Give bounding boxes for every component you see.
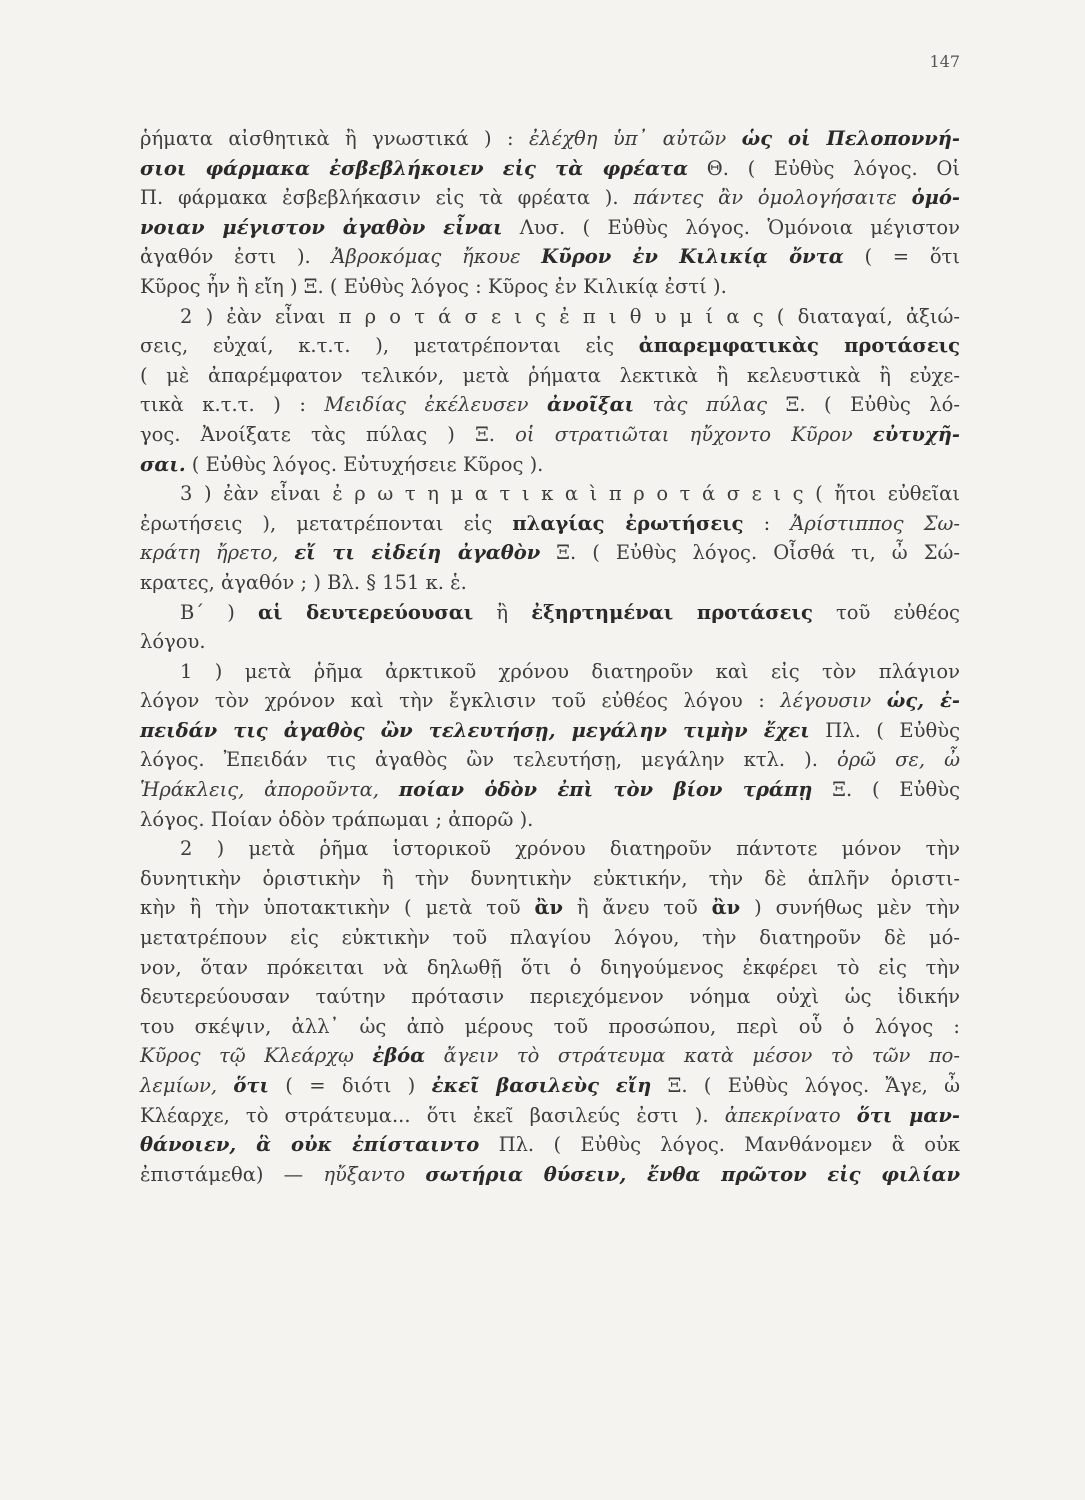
text-run: ( = ὅτι (843, 245, 960, 269)
text-run: ἢ ἄνευ τοῦ (563, 896, 712, 920)
text-run: Πλ. ( Εὐθὺς λόγος. Μανθάνομεν ἃ οὐκ (479, 1133, 960, 1157)
text-line (140, 568, 960, 598)
text-run: Π. φάρμακα ἐσβεβλήκασιν εἰς τὰ φρέατα ). (140, 186, 634, 210)
text-run: κρατες, ἀγαθόν ; ) Βλ. § 151 κ. ἑ. (140, 570, 467, 594)
emphasis-run: ἀπαρεμφατικὰς προτάσεις (638, 334, 960, 358)
text-run: του σκέψιν, ἀλλ᾽ ὡς ἀπὸ μέρους τοῦ προσώπου, περὶ οὗ ὁ λόγος : (140, 1014, 960, 1038)
paragraph-p6 (140, 834, 960, 1189)
text-line (140, 390, 960, 420)
emphasis-run: ἐκεῖ βασιλεὺς εἴη (431, 1074, 652, 1097)
text-run: λόγου. (140, 630, 206, 654)
text-run: ( Εὐθὺς λόγος. Εὐτυχήσειε Κῦρος ). (185, 452, 544, 476)
emphasis-run: Μειδίας ἐκέλευσεν (324, 393, 548, 417)
text-run: Ξ. ( Εὐθὺς λόγος. Ἄγε, ὦ (651, 1074, 960, 1097)
text-run: ῥήματα αἰσθητικὰ ἢ γνωστικά ) : (140, 127, 529, 150)
emphasis-run: Ἀρίστιππος Σω- (790, 511, 960, 535)
text-line (140, 1130, 960, 1160)
text-line (140, 302, 960, 332)
text-run: γος. Ἀνοίξατε τὰς πύλας ) Ξ. (140, 422, 516, 446)
text-run: λόγος. Ἐπειδάν τις ἀγαθὸς ὢν τελευτήσῃ, μεγάλην κτλ. ). (140, 748, 837, 772)
text-line (140, 272, 960, 302)
text-run: λόγος. Ποίαν ὁδὸν τράπωμαι ; ἀπορῶ ). (140, 807, 534, 831)
text-run: Θ. ( Εὐθὺς λόγος. Οἱ (688, 156, 960, 180)
text-line (140, 982, 960, 1012)
text-run: Λυσ. ( Εὐθὺς λόγος. Ὁμόνοια μέγιστον (502, 215, 960, 239)
text-run: νον, ὅταν πρόκειται νὰ δηλωθῇ ὅτι ὁ διηγούμενος ἐκφέρει τὸ εἰς τὴν (140, 955, 960, 979)
text-line (140, 923, 960, 953)
text-line (140, 893, 960, 923)
text-line (140, 154, 960, 184)
text-line (140, 509, 960, 539)
paragraph-p5 (140, 657, 960, 835)
emphasis-run: ὁμό- (911, 186, 960, 210)
emphasis-run: ἄγειν τὸ στράτευμα κατὰ μέσον τὸ τῶν πο- (425, 1044, 960, 1068)
text-run: ( = διότι ) (268, 1074, 432, 1097)
text-line (140, 213, 960, 243)
text-line (140, 183, 960, 213)
text-run: μετατρέπουν εἰς εὐκτικὴν τοῦ πλαγίου λόγου, τὴν διατηροῦν δὲ μό- (140, 926, 960, 950)
text-line (140, 1160, 960, 1190)
text-line (140, 1071, 960, 1101)
text-run: Ξ. ( Εὐθὺς λό- (767, 393, 960, 417)
text-run: ἐπιστάμεθα) — (140, 1162, 324, 1186)
emphasis-run: λεμίων, (140, 1074, 234, 1097)
emphasis-run: ἐβόα (372, 1044, 426, 1068)
text-run: δυνητικὴν ὁριστικὴν ἢ τὴν δυνητικὴν εὐκτικήν, τὴν δὲ ἁπλῆν ὁριστι- (140, 866, 960, 890)
text-line (140, 657, 960, 687)
text-line (140, 953, 960, 983)
text-line (140, 598, 960, 628)
emphasis-run: θάνοιεν, ἃ οὐκ ἐπίσταιντο (140, 1133, 480, 1157)
text-line (140, 775, 960, 805)
text-line (140, 124, 960, 154)
paragraph-p2 (140, 302, 960, 480)
emphasis-run: σαι. (140, 452, 186, 476)
text-run: δευτερεύουσαν ταύτην πρότασιν περιεχόμενον νόημα οὐχὶ ὡς ἰδικήν (140, 985, 960, 1009)
emphasis-run: Ἀβροκόμας ἤκουε (331, 245, 542, 269)
emphasis-run: Κῦρος τῷ Κλεάρχῳ (140, 1044, 373, 1068)
emphasis-run: ἂν (711, 896, 741, 920)
text-body (140, 124, 960, 1189)
emphasis-run: οἱ στρατιῶται ηὔχοντο Κῦρον (515, 422, 873, 446)
paragraph-p4 (140, 598, 960, 657)
text-line (140, 834, 960, 864)
text-run: Πλ. ( Εὐθὺς (809, 718, 960, 742)
text-line (140, 361, 960, 391)
emphasis-run: αἱ δευτερεύουσαι (257, 600, 474, 624)
text-run: Κῦρος ἦν ἢ εἴη ) Ξ. ( Εὐθὺς λόγος : Κῦρος ἐν Κιλικίᾳ ἐστί ). (140, 274, 727, 298)
text-line (140, 479, 960, 509)
text-line (140, 745, 960, 775)
emphasis-run: λέγουσιν (780, 689, 887, 713)
text-run: τοῦ εὐθέος (812, 600, 960, 624)
text-line (140, 1101, 960, 1131)
text-line (140, 805, 960, 835)
text-run: σεις, εὐχαί, κ.τ.τ. ), μετατρέπονται εἰς (140, 334, 639, 358)
emphasis-run: νοιαν μέγιστον ἀγαθὸν εἶναι (140, 215, 503, 239)
paragraph-p1 (140, 124, 960, 302)
emphasis-run: ἐλέχθη ὑπ᾽ αὐτῶν (528, 127, 742, 150)
emphasis-run: ἀπεκρίνατο (724, 1103, 857, 1127)
emphasis-run: πλαγίας ἐρωτήσεις (512, 511, 744, 535)
emphasis-run: ἂν (534, 896, 564, 920)
emphasis-run: πειδάν τις ἀγαθὸς ὢν τελευτήσῃ, μεγάλην τιμὴν ἔχει (140, 718, 810, 742)
page-number: 147 (929, 52, 960, 71)
emphasis-run: σιοι φάρμακα ἐσβεβλήκοιεν εἰς τὰ φρέατα (140, 156, 689, 180)
emphasis-run: ὡς, ἐ- (886, 689, 961, 713)
text-run: ἀγαθόν ἐστι ). (140, 245, 332, 269)
text-line (140, 864, 960, 894)
text-run: 2 ) μετὰ ῥῆμα ἱστορικοῦ χρόνου διατηροῦν πάντοτε μόνον τὴν (180, 837, 960, 861)
text-line (140, 331, 960, 361)
text-line (140, 627, 960, 657)
text-line (140, 420, 960, 450)
text-line (140, 450, 960, 480)
text-run: ) συνήθως μὲν τὴν (740, 896, 961, 920)
emphasis-run: εἴ τι εἰδείη ἀγαθὸν (294, 541, 541, 565)
paragraph-p3 (140, 479, 960, 597)
text-run: κὴν ἢ τὴν ὑποτακτικὴν ( μετὰ τοῦ (140, 896, 535, 920)
emphasis-run: Κῦρον ἐν Κιλικίᾳ ὄντα (541, 245, 844, 269)
emphasis-run: ὡς οἱ Πελοποννή- (741, 127, 961, 150)
emphasis-run: κράτη ἤρετο, (140, 541, 295, 565)
text-run: τικὰ κ.τ.τ. ) : (140, 393, 325, 417)
text-run: Κλέαρχε, τὸ στράτευμα... ὅτι ἐκεῖ βασιλεύς ἐστι ). (140, 1103, 725, 1127)
text-run: Ξ. ( Εὐθὺς λόγος. Οἶσθά τι, ὦ Σώ- (540, 541, 960, 565)
emphasis-run: εὐτυχῆ- (872, 422, 960, 446)
text-run: ἐρωτήσεις ), μετατρέπονται εἰς (140, 511, 513, 535)
text-run: ἢ (473, 600, 532, 624)
emphasis-run: σωτήρια θύσειν, ἔνθα πρῶτον εἰς φιλίαν (425, 1162, 960, 1186)
emphasis-run: ἐξηρτημέναι προτάσεις (531, 600, 813, 624)
text-line (140, 1012, 960, 1042)
emphasis-run: Ἡράκλεις, ἀποροῦντα, (140, 778, 399, 802)
text-run: 3 ) ἐὰν εἶναι ἐ ρ ω τ η μ α τ ι κ α ὶ π ρ ο τ ά σ ε ι ς ( ἤτοι εὐθεῖαι (180, 482, 960, 506)
emphasis-run: ὁρῶ σε, ὦ (836, 748, 960, 772)
text-line (140, 686, 960, 716)
text-line (140, 1041, 960, 1071)
emphasis-run: τὰς πύλας (634, 393, 768, 417)
emphasis-run: ποίαν ὁδὸν ἐπὶ τὸν βίον τράπῃ (398, 778, 813, 802)
text-run: λόγον τὸν χρόνον καὶ τὴν ἔγκλισιν τοῦ εὐθέος λόγου : (140, 689, 781, 713)
text-run: 1 ) μετὰ ῥῆμα ἀρκτικοῦ χρόνου διατηροῦν καὶ εἰς τὸν πλάγιον (180, 659, 960, 683)
emphasis-run: ὅτι μαν- (856, 1103, 960, 1127)
emphasis-run: ἀνοῖξαι (547, 393, 635, 417)
emphasis-run: πάντες ἂν ὁμολογήσαιτε (633, 186, 912, 210)
text-run: ( μὲ ἀπαρέμφατον τελικόν, μετὰ ῥήματα λεκτικὰ ἢ κελευστικὰ ἢ εὐχε- (140, 363, 960, 387)
text-run: : (743, 511, 791, 535)
text-run: Ξ. ( Εὐθὺς (812, 778, 961, 802)
emphasis-run: ηὔξαντο (323, 1162, 426, 1186)
emphasis-run: ὅτι (233, 1074, 269, 1097)
text-line (140, 716, 960, 746)
text-line (140, 538, 960, 568)
text-run: Β΄ ) (180, 600, 258, 624)
text-run: 2 ) ἐὰν εἶναι π ρ ο τ ά σ ε ι ς ἐ π ι θ υ μ ί α ς ( διαταγαί, ἀξιώ- (180, 304, 960, 328)
text-line (140, 242, 960, 272)
